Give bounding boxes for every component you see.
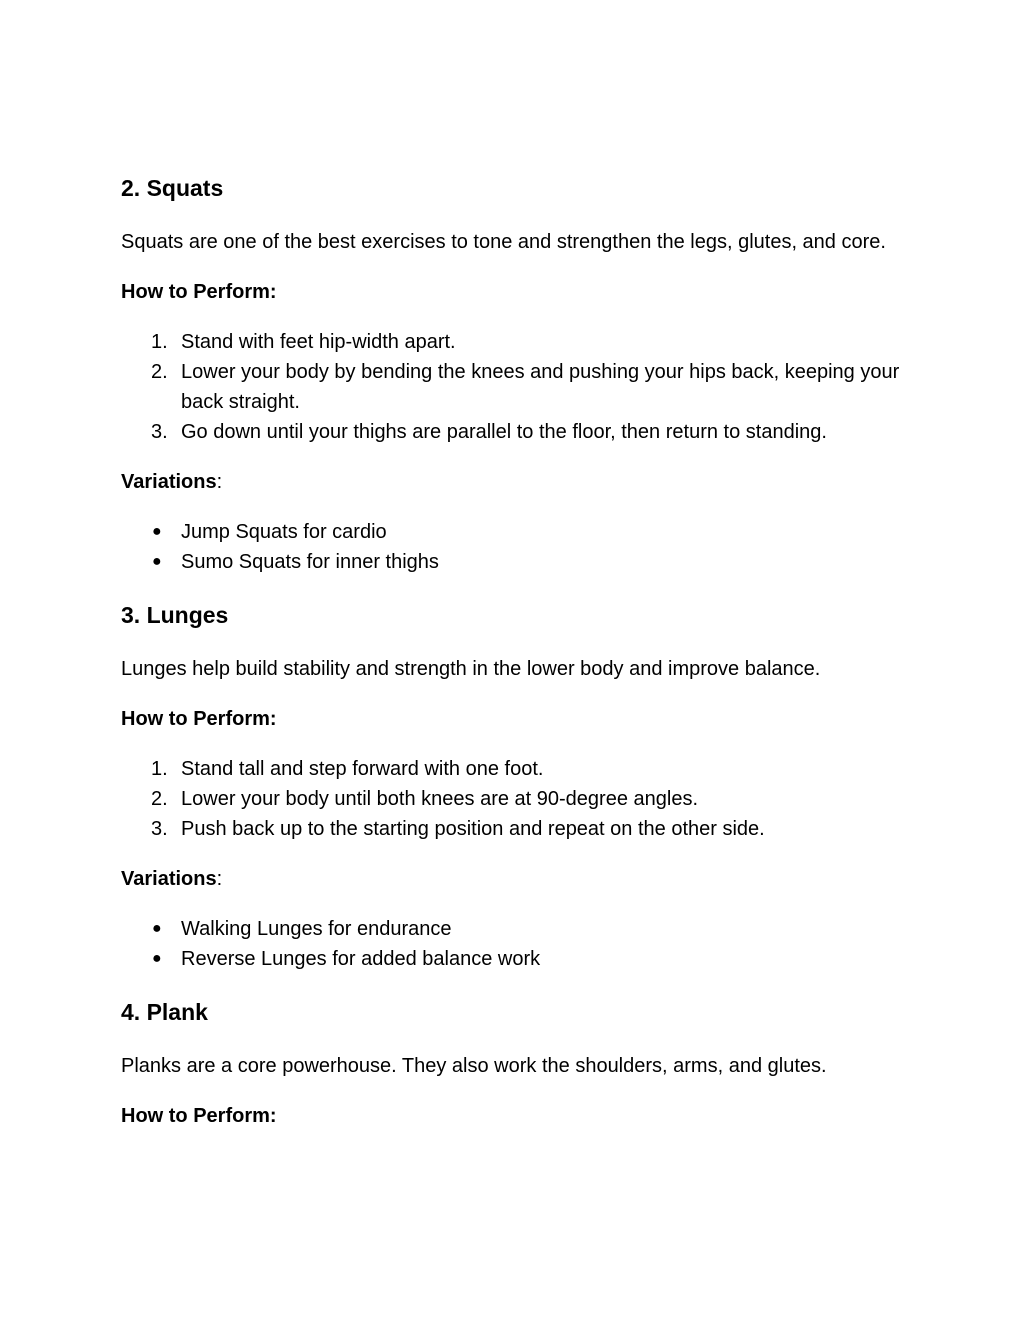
list-number: 2. bbox=[151, 361, 168, 383]
list-item bbox=[121, 814, 911, 844]
list-item bbox=[121, 784, 911, 814]
section-heading: 3. Lunges bbox=[121, 602, 229, 628]
variations-list bbox=[121, 914, 911, 974]
how-to-label: How to Perform: bbox=[121, 281, 277, 303]
bullet-icon: ● bbox=[152, 920, 162, 937]
document-content bbox=[121, 171, 911, 1131]
list-item bbox=[121, 754, 911, 784]
variation-text: Reverse Lunges for added balance work bbox=[181, 948, 541, 970]
bullet-icon: ● bbox=[152, 553, 162, 570]
section-description: Lunges help build stability and strength in the lower body and improve balance. bbox=[121, 658, 821, 680]
how-to-label: How to Perform: bbox=[121, 1105, 277, 1127]
variation-text: Walking Lunges for endurance bbox=[181, 918, 452, 940]
steps-list bbox=[121, 327, 911, 447]
step-text: Go down until your thighs are parallel to the floor, then return to standing. bbox=[181, 421, 827, 443]
list-number: 3. bbox=[151, 818, 168, 840]
list-item bbox=[121, 517, 911, 547]
section-squats bbox=[121, 171, 911, 577]
variations-label-text: Variations bbox=[121, 471, 217, 493]
list-item bbox=[121, 944, 911, 974]
section-heading: 4. Plank bbox=[121, 999, 208, 1025]
section-lunges bbox=[121, 598, 911, 974]
section-heading: 2. Squats bbox=[121, 175, 224, 201]
steps-list bbox=[121, 754, 911, 844]
step-text: Stand tall and step forward with one foot. bbox=[181, 758, 544, 780]
variations-label bbox=[121, 467, 911, 497]
list-item bbox=[121, 327, 911, 357]
how-to-label: How to Perform: bbox=[121, 708, 277, 730]
step-text: Push back up to the starting position and repeat on the other side. bbox=[181, 818, 765, 840]
variations-colon: : bbox=[216, 868, 223, 890]
step-text: Stand with feet hip-width apart. bbox=[181, 331, 456, 353]
variations-label-text: Variations bbox=[121, 868, 217, 890]
variations-label bbox=[121, 864, 911, 894]
list-item bbox=[121, 417, 911, 447]
list-number: 1. bbox=[151, 331, 168, 353]
step-text: Lower your body until both knees are at 90-degree angles. bbox=[181, 788, 699, 810]
variations-list bbox=[121, 517, 911, 577]
list-number: 2. bbox=[151, 788, 168, 810]
section-description: Squats are one of the best exercises to tone and strengthen the legs, glutes, and core. bbox=[121, 231, 886, 253]
bullet-icon: ● bbox=[152, 523, 162, 540]
variations-colon: : bbox=[216, 471, 223, 493]
bullet-icon: ● bbox=[152, 950, 162, 967]
list-item bbox=[121, 357, 911, 417]
step-text: Lower your body by bending the knees and pushing your hips back, keeping your back straight. bbox=[181, 361, 900, 413]
list-item bbox=[121, 914, 911, 944]
list-number: 3. bbox=[151, 421, 168, 443]
variation-text: Jump Squats for cardio bbox=[181, 521, 387, 543]
section-plank bbox=[121, 995, 911, 1131]
variation-text: Sumo Squats for inner thighs bbox=[181, 551, 439, 573]
section-description: Planks are a core powerhouse. They also work the shoulders, arms, and glutes. bbox=[121, 1055, 827, 1077]
list-item bbox=[121, 547, 911, 577]
list-number: 1. bbox=[151, 758, 168, 780]
